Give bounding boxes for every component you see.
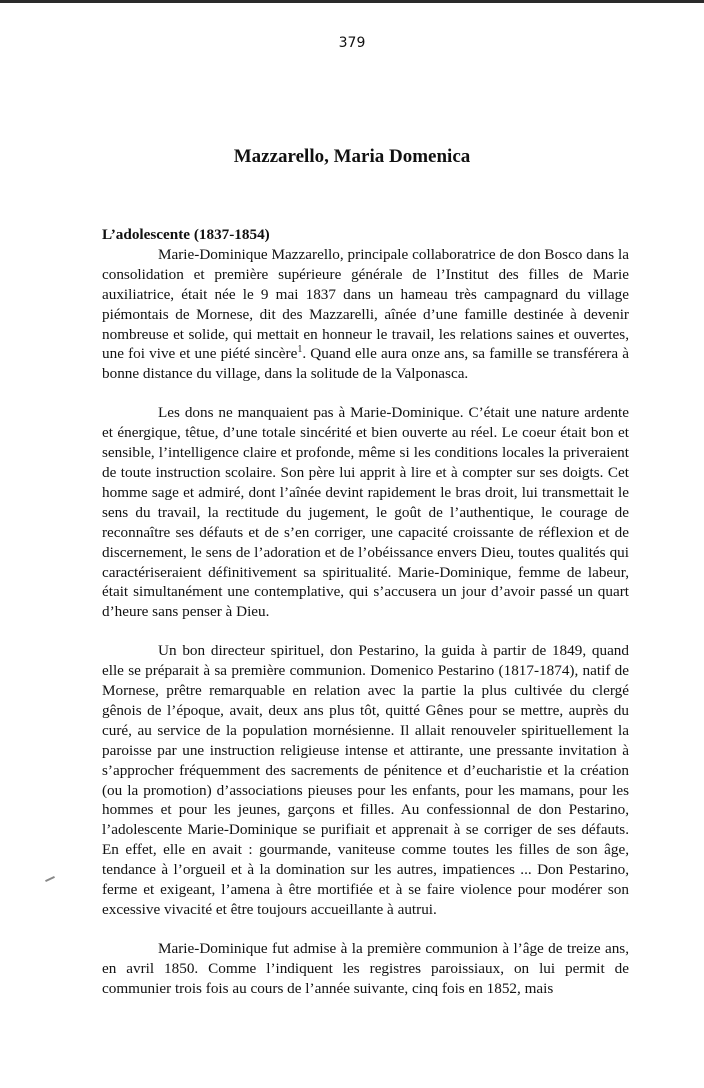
margin-pencil-mark: [45, 876, 55, 882]
footnote-ref[interactable]: 1: [297, 344, 303, 356]
section-heading: L’adolescente (1837-1854): [102, 226, 270, 243]
page-number: 379: [338, 35, 366, 51]
top-border-rule: [0, 0, 704, 3]
paragraph-2: Les dons ne manquaient pas à Marie-Dominique. C’était une nature ardente et énergique, têtue, d’une totale sincérité et bien ouverte au réel. Le coeur était bon et sensible, l’intelligence claire et profonde, même si les conditions locales la priveraient de toute instruction scolaire. Son père lui apprit à lire et à compter sur ses doigts. Cet homme sage et admiré, dont l’aînée devint rapidement le bras droit, lui transmettait le sens du travail, la rectitude du jugement, le goût de l’authentique, le courage de reconnaître ses défauts et de s’en corriger, une capacité croissante de réflexion et de discernement, le sens de l’adoration et de l’obéissance envers Dieu, toutes qualités qui caractériseraient définitivement sa spiritualité. Marie-Dominique, femme de labeur, était simultanément une contemplative, qui s’accusera un jour d’avoir passé un quart d’heure sans penser à Dieu.: [102, 404, 629, 621]
paragraph-4: Marie-Dominique fut admise à la première communion à l’âge de treize ans, en avril 1850. Comme l’indiquent les registres paroissiaux, on lui permit de communier trois fois au cours de l’année suivante, cinq fois en 1852, mais: [102, 939, 629, 997]
paragraph-1-text-end: . Quand elle aura onze ans, sa famille se transférera à bonne distance du village, dans la solitude de la Valponasca.: [102, 345, 629, 383]
article-body: [102, 225, 629, 999]
paragraph-1: [102, 245, 629, 384]
paragraph-3: Un bon directeur spirituel, don Pestarino, la guida à partir de 1849, quand elle se préparait à sa première communion. Domenico Pestarino (1817-1874), natif de Mornese, prêtre remarquable en relation avec la partie la plus cultivée du clergé gênois de l’époque, avait, deux ans plus tôt, quitté Gênes pour se mettre, auprès du curé, au service de la population mornésienne. Il allait renouveler spirituellement la paroisse par une instruction religieuse intense et attirante, une pressante invitation à s’approcher fréquemment des sacrements de pénitence et d’eucharistie et la création (ou la promotion) d’associations pieuses pour les enfants, pour les mamans, pour les hommes et pour les jeunes, garçons et filles. Au confessionnal de don Pestarino, l’adolescente Marie-Dominique se purifiait et apprenait à se corriger de ses défauts. En effet, elle en avait : gourmande, vaniteuse comme toutes les filles de son âge, tendance à l’orgueil et à la domination sur les autres, impatiences ... Don Pestarino, ferme et exigeant, l’amena à être mortifiée et à se faire violence pour modérer son excessive vivacité et être toujours accueillante à autrui.: [102, 642, 629, 918]
paragraph-1-text: Marie-Dominique Mazzarello, principale collaboratrice de don Bosco dans la consolidation et première supérieure générale de l’Institut des filles de Marie auxiliatrice, était née le 9 mai 1837 dans un hameau très campagnard du village piémontais de Mornese, dit des Mazzarelli, aînée d’une famille destinée à devenir nombreuse et solide, qui mettait en honneur le travail, les relations saines et ouvertes, une foi vive et une piété sincère: [102, 245, 629, 363]
page-title: Mazzarello, Maria Domenica: [233, 146, 471, 167]
